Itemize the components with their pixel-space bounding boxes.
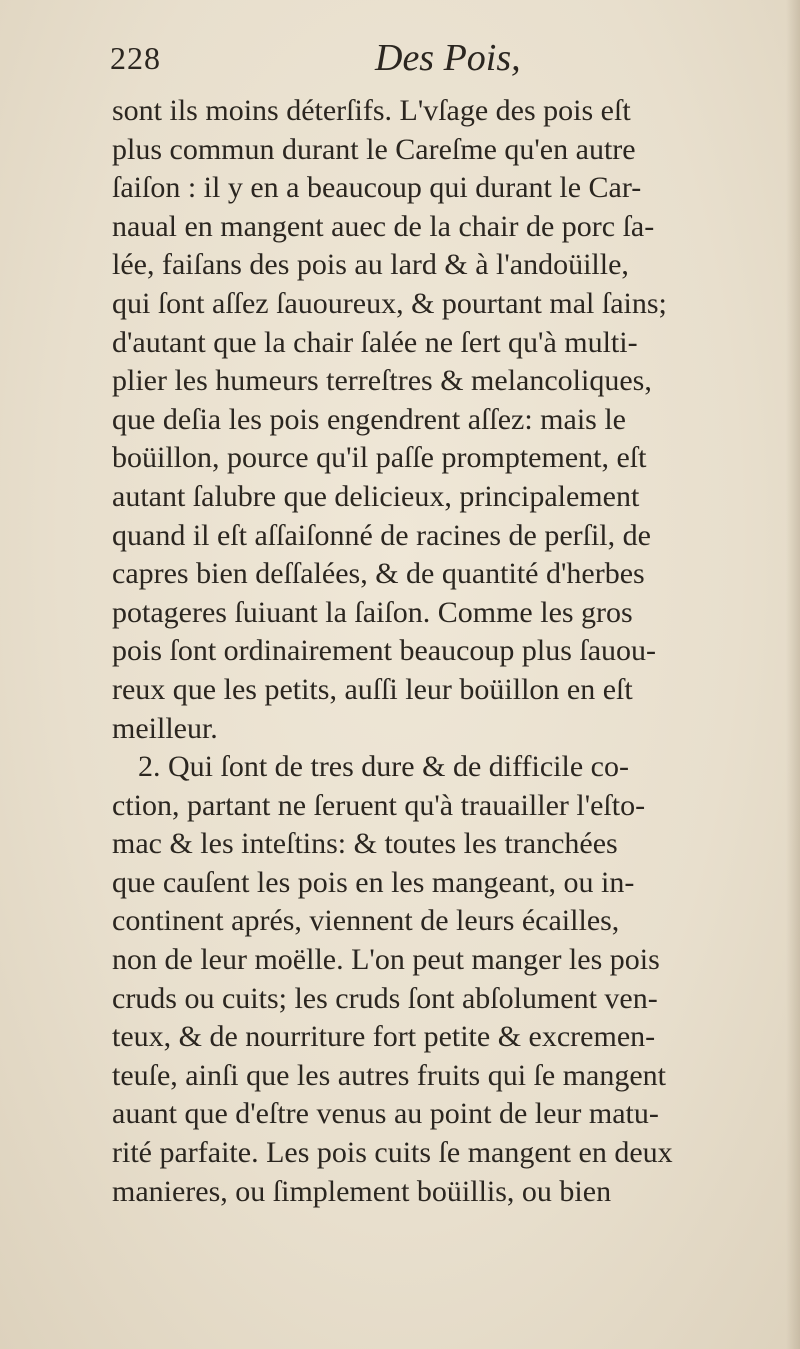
text-line: ſaiſon : il y en a beaucoup qui durant le Car- — [112, 171, 642, 205]
text-line: plier les humeurs terreſtres & melancoliques, — [112, 364, 652, 398]
text-line: non de leur moëlle. L'on peut manger les pois — [112, 943, 660, 977]
text-line: continent aprés, viennent de leurs écailles, — [112, 904, 620, 938]
running-head: Des Pois, — [375, 37, 521, 79]
text-line: meilleur. — [112, 711, 218, 745]
text-line: potageres ſuiuant la ſaiſon. Comme les gros — [112, 595, 633, 629]
text-line: rité parfaite. Les pois cuits ſe mangent en deux — [112, 1136, 673, 1170]
text-line: reux que les petits, auſſi leur boüillon en eſt — [112, 672, 633, 706]
text-line: que cauſent les pois en les mangeant, ou in- — [112, 865, 635, 899]
text-line: boüillon, pource qu'il paſſe promptement, eſt — [112, 441, 647, 475]
text-line: teuſe, ainſi que les autres fruits qui ſe mangent — [112, 1058, 667, 1092]
text-line: qui ſont aſſez ſauoureux, & pourtant mal ſains; — [112, 286, 667, 320]
text-line: d'autant que la chair ſalée ne ſert qu'à multi- — [112, 325, 638, 359]
text-line-paragraph-start: 2. Qui ſont de tres dure & de difficile co- — [138, 750, 629, 784]
text-line: manieres, ou ſimplement boüillis, ou bien — [112, 1174, 612, 1208]
text-line: quand il eſt aſſaiſonné de racines de perſil, de — [112, 518, 651, 552]
page-header — [110, 30, 750, 90]
body-text — [112, 92, 792, 1211]
text-line: auant que d'eſtre venus au point de leur matu- — [112, 1097, 659, 1131]
text-line: teux, & de nourriture fort petite & excremen- — [112, 1020, 656, 1054]
text-line: lée, faiſans des pois au lard & à l'andoüille, — [112, 248, 629, 282]
text-line: autant ſalubre que delicieux, principalement — [112, 479, 640, 513]
text-line: cruds ou cuits; les cruds ſont abſolument ven- — [112, 981, 658, 1015]
text-line: pois ſont ordinairement beaucoup plus ſauou- — [112, 634, 657, 668]
text-line: capres bien deſſalées, & de quantité d'herbes — [112, 557, 645, 591]
text-line: ction, partant ne ſeruent qu'à trauailler l'eſto- — [112, 788, 646, 822]
page-number: 228 — [110, 40, 161, 76]
text-line: mac & les inteſtins: & toutes les tranchées — [112, 827, 618, 861]
text-line: plus commun durant le Careſme qu'en autre — [112, 132, 636, 166]
text-line: sont ils moins déterſifs. L'vſage des pois eſt — [112, 94, 631, 127]
text-line: que deſia les pois engendrent aſſez: mais le — [112, 402, 626, 436]
text-line: naual en mangent auec de la chair de porc ſa- — [112, 209, 655, 243]
